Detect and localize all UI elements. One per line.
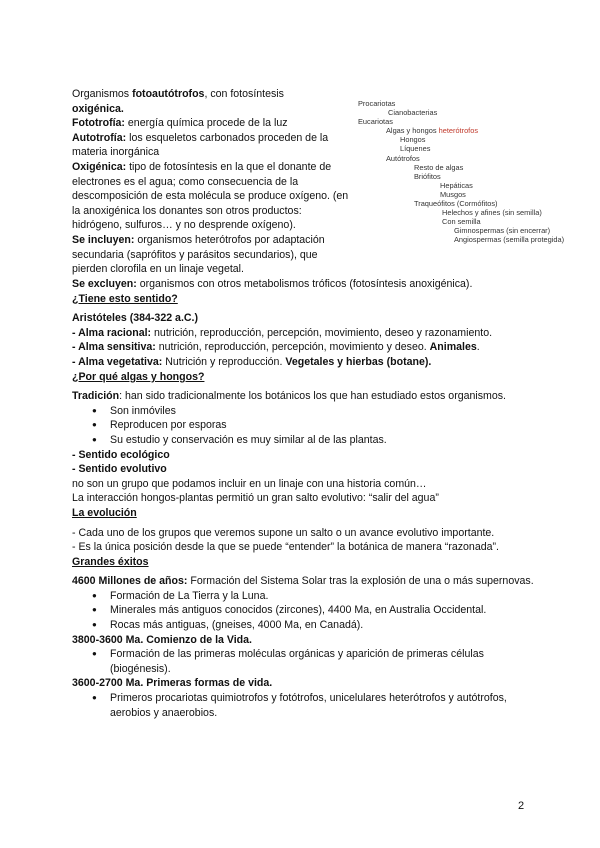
- aristoteles-heading: Aristóteles (384-322 a.C.): [72, 312, 199, 325]
- list-item: ● Su estudio y conservación es muy similar al de las plantas.: [110, 433, 542, 448]
- tree-node: Helechos y afines (sin semilla): [442, 208, 542, 218]
- alma-racional: - Alma racional: nutrición, reproducción, percepción, movimiento, deseo y razonamiento.: [72, 326, 493, 339]
- intro-block: [72, 87, 354, 277]
- tree-node: Resto de algas: [414, 162, 464, 172]
- tree-node: Algas y hongos heterótrofos: [386, 126, 479, 136]
- tree-node: Hepáticas: [440, 180, 473, 190]
- evolutivo-line-2: La interacción hongos-plantas permitió un gran salto evolutivo: “salir del agua”: [72, 492, 439, 505]
- main-body: [72, 277, 542, 720]
- list-item: ● Son inmóviles: [110, 404, 542, 419]
- list-item: ● Minerales más antiguos conocidos (zircones), 4400 Ma, en Australia Occidental.: [110, 603, 542, 618]
- tradicion-line: Tradición: han sido tradicionalmente los botánicos los que han estudiado estos organismos.: [72, 390, 507, 403]
- heading-evolucion: La evolución: [72, 506, 137, 519]
- classification-tree: [358, 99, 593, 245]
- tree-node: Eucariotas: [358, 117, 393, 127]
- intro-line: Organismos fotoautótrofos, con fotosíntesis: [72, 88, 284, 100]
- evolucion-line-2: - Es la única posición desde la que se puede “entender” la botánica de manera “razonada”.: [72, 541, 499, 554]
- alma-vegetativa: - Alma vegetativa: Nutrición y reproducción. Vegetales y hierbas (botane).: [72, 355, 432, 368]
- tree-node: Traqueófitos (Cormófitos): [414, 199, 498, 209]
- definition-fototrofia: Fototrofía: energía química procede de la luz: [72, 117, 288, 130]
- tree-node: Con semilla: [442, 217, 481, 227]
- heading-sentido: ¿Tiene esto sentido?: [72, 292, 178, 305]
- sentido-ecologico: - Sentido ecológico: [72, 448, 170, 461]
- alma-sensitiva: - Alma sensitiva: nutrición, reproducción, percepción, movimiento y deseo. Animales.: [72, 341, 480, 354]
- tradicion-list: [72, 404, 542, 448]
- exito-3800: 3800-3600 Ma. Comienzo de la Vida.: [72, 633, 252, 646]
- tree-node: Gimnospermas (sin encerrar): [454, 226, 551, 236]
- sentido-evolutivo: - Sentido evolutivo: [72, 463, 167, 476]
- exito-4600-list: [72, 589, 542, 633]
- tree-node: Autótrofos: [386, 153, 420, 163]
- page-number: 2: [518, 800, 525, 812]
- definition-excluyen: Se excluyen: organismos con otros metabolismos tróficos (fotosíntesis anoxigénica).: [72, 278, 473, 290]
- tree-node: Hongos: [400, 135, 426, 145]
- exito-3600-list: [72, 691, 542, 720]
- list-item: ● Reproducen por esporas: [110, 418, 542, 433]
- definition-oxigenica: Oxigénica: tipo de fotosíntesis en la que el donante de electrones es el agua; como consecuencia de la descomposición de esta molécula se produce oxígeno. (en la anoxigénica los donantes son otros productos: hidrógeno, sulfuros… y no desprende oxígeno).: [72, 160, 349, 232]
- tree-node: Angiospermas (semilla protegida): [454, 235, 565, 245]
- evolutivo-line-1: no son un grupo que podamos incluir en un linaje con una historia común…: [72, 477, 427, 490]
- heading-grandes-exitos: Grandes éxitos: [72, 555, 149, 568]
- list-item: ● Formación de La Tierra y la Luna.: [110, 589, 542, 604]
- definition-incluyen: Se incluyen: organismos heterótrofos por adaptación secundaria (saprófitos y parásitos secundarios), que pierden clorofila en un linaje vegetal.: [72, 233, 325, 276]
- exito-4600: 4600 Millones de años: Formación del Sistema Solar tras la explosión de una o más supernovas.: [72, 575, 534, 588]
- exito-3600: 3600-2700 Ma. Primeras formas de vida.: [72, 677, 273, 690]
- evolucion-line-1: - Cada uno de los grupos que veremos supone un salto o un avance evolutivo importante.: [72, 526, 495, 539]
- exito-3800-list: [72, 647, 542, 676]
- tree-node: Musgos: [440, 189, 466, 199]
- intro-line-2: oxigénica.: [72, 102, 124, 115]
- definition-autotrofia: Autotrofía: los esqueletos carbonados proceden de la materia inorgánica: [72, 131, 329, 159]
- list-item: ● Rocas más antiguas, (gneises, 4000 Ma, en Canadá).: [110, 618, 542, 633]
- tree-node: Procariotas: [358, 99, 396, 108]
- tree-node: Líquenes: [400, 144, 431, 154]
- tree-node: Cianobacterias: [388, 108, 438, 118]
- heading-algas-hongos: ¿Por qué algas y hongos?: [72, 370, 205, 383]
- list-item: ● Formación de las primeras moléculas orgánicas y aparición de primeras células (biogénesis).: [110, 647, 542, 676]
- tree-node: Briófitos: [414, 171, 441, 181]
- list-item: ● Primeros procariotas quimiotrofos y fotótrofos, unicelulares heterótrofos y autótrofos, aerobios y anaerobios.: [110, 691, 542, 720]
